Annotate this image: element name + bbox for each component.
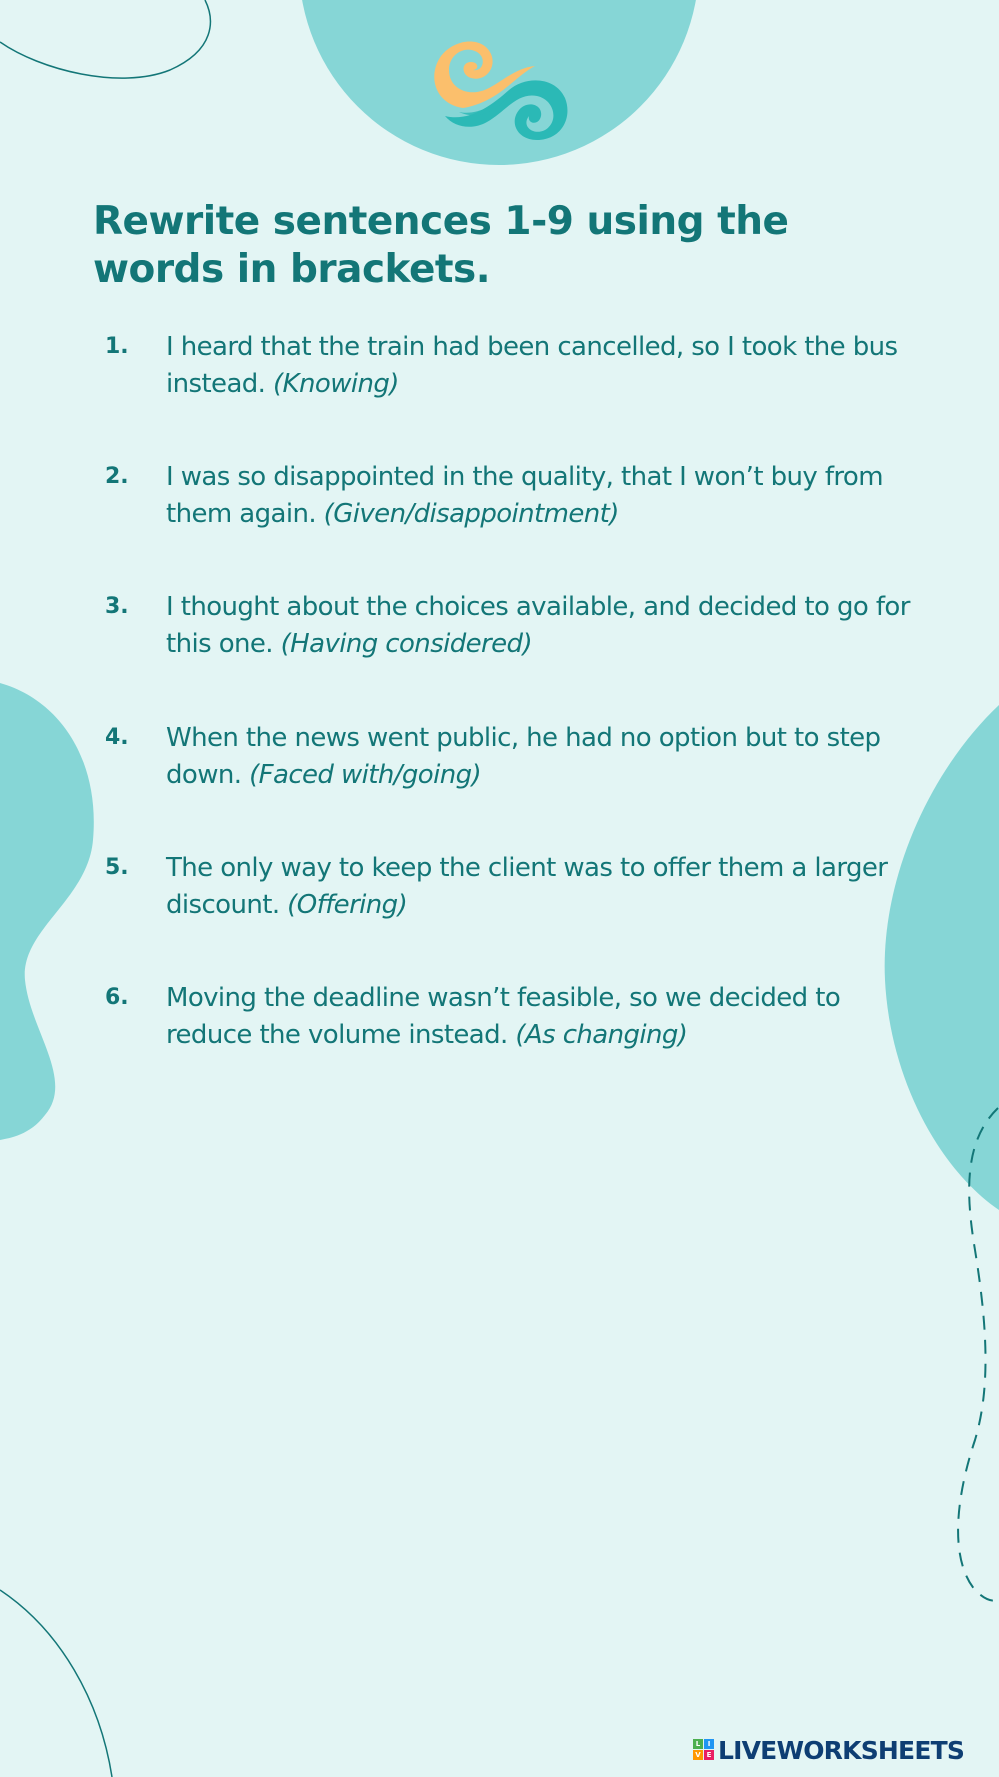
exercise-item [93, 720, 923, 800]
item-hint: (Having considered) [280, 629, 532, 659]
logo-letter: E [704, 1750, 714, 1760]
logo-letter: V [693, 1750, 703, 1760]
item-number: 1. [105, 334, 129, 359]
item-text [166, 459, 911, 533]
left-blob [0, 683, 94, 1140]
item-text [166, 850, 911, 924]
item-number: 5. [105, 855, 129, 880]
item-sentence: The only way to keep the client was to offer them a larger discount. [166, 853, 888, 920]
item-sentence: When the news went public, he had no option but to step down. [166, 723, 881, 790]
item-sentence: I heard that the train had been cancelled, so I took the bus instead. [166, 332, 898, 399]
item-sentence: I was so disappointed in the quality, that I won’t buy from them again. [166, 462, 883, 529]
exercise-item [93, 850, 923, 930]
item-number: 6. [105, 985, 129, 1010]
item-number: 2. [105, 464, 129, 489]
exercise-item [93, 980, 923, 1060]
item-hint: (As changing) [515, 1020, 688, 1050]
logo-letter: L [693, 1739, 703, 1749]
item-text [166, 329, 911, 403]
exercise-item [93, 329, 923, 409]
liveworksheets-logo-icon [693, 1739, 715, 1761]
item-text [166, 589, 911, 663]
item-hint: (Given/disappointment) [323, 499, 619, 529]
item-sentence: I thought about the choices available, and decided to go for this one. [166, 592, 910, 659]
watermark-text: LIVEWORKSHEETS [718, 1735, 965, 1765]
logo-letter: I [704, 1739, 714, 1749]
worksheet-content [93, 198, 923, 1050]
top-left-arc-line [0, 0, 210, 78]
item-text [166, 720, 911, 794]
liveworksheets-watermark[interactable] [693, 1735, 964, 1765]
exercise-item [93, 459, 923, 539]
item-hint: (Faced with/going) [249, 760, 482, 790]
exercise-item [93, 589, 923, 669]
wave-swirl-logo-icon [425, 36, 571, 146]
item-number: 3. [105, 594, 129, 619]
item-hint: (Offering) [287, 890, 408, 920]
item-text [166, 980, 911, 1054]
item-number: 4. [105, 725, 129, 750]
item-hint: (Knowing) [273, 369, 399, 399]
page-title: Rewrite sentences 1-9 using the words in brackets. [93, 199, 789, 292]
bottom-left-arc-line [0, 1590, 112, 1777]
item-sentence: Moving the deadline wasn’t feasible, so we decided to reduce the volume instead. [166, 983, 841, 1050]
